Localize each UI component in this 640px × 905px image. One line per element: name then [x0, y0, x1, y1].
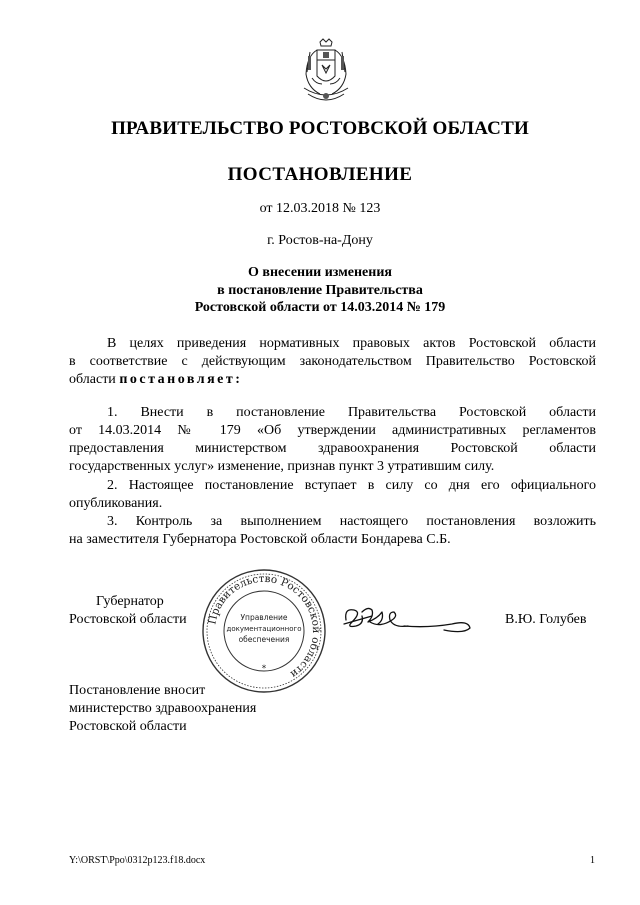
- item-line: от 14.03.2014 № 179 «Об утверждении административных регламентов: [69, 423, 596, 438]
- item-line: опубликования.: [69, 496, 163, 511]
- item-line: 3. Контроль за выполнением настоящего постановления возложить: [107, 514, 596, 529]
- document-date-number: от 12.03.2018 № 123: [259, 201, 381, 216]
- coat-of-arms-icon: [298, 38, 354, 108]
- document-city: г. Ростов-на-Дону: [267, 233, 373, 248]
- item-line: 2. Настоящее постановление вступает в силу со дня его официального: [107, 478, 596, 493]
- governor-title: Губернатор: [96, 594, 164, 609]
- seal-star: *: [261, 664, 267, 674]
- page-number: 1: [590, 855, 595, 866]
- footer-file-path: Y:\ORST\Ppo\0312p123.f18.docx: [69, 855, 206, 866]
- governor-signature: [338, 598, 478, 640]
- governor-region: Ростовской области: [69, 612, 187, 627]
- item-line: предоставления министерством здравоохранения Ростовской области: [69, 441, 596, 456]
- preamble-paragraph: [69, 335, 596, 389]
- subject-line: О внесении изменения: [248, 265, 392, 280]
- note-line: Постановление вносит: [69, 683, 206, 698]
- preamble-line: В целях приведения нормативных правовых актов Ростовской области: [107, 336, 596, 351]
- seal-center-line: Управление: [240, 613, 288, 622]
- item-paragraph-2: [69, 477, 596, 513]
- official-seal: [200, 567, 328, 695]
- item-line: государственных услуг» изменение, признав пункт 3 утратившим силу.: [69, 459, 495, 474]
- subject-line: в постановление Правительства: [217, 283, 423, 298]
- item-line: на заместителя Губернатора Ростовской области Бондарева С.Б.: [69, 532, 451, 547]
- decree-word: постановляет:: [119, 372, 243, 387]
- preamble-line-prefix: области: [69, 372, 120, 387]
- subject-line: Ростовской области от 14.03.2014 № 179: [194, 300, 446, 315]
- seal-center-line: обеспечения: [238, 635, 290, 644]
- note-line: министерство здравоохранения: [69, 701, 257, 716]
- note-line: Ростовской области: [69, 719, 187, 734]
- governor-name: В.Ю. Голубев: [505, 612, 587, 627]
- item-paragraph-1: [69, 404, 596, 476]
- item-paragraph-3: [69, 513, 596, 549]
- item-line: 1. Внести в постановление Правительства Ростовской области: [107, 405, 596, 420]
- document-type: ПОСТАНОВЛЕНИЕ: [227, 164, 413, 185]
- organization-title: ПРАВИТЕЛЬСТВО РОСТОВСКОЙ ОБЛАСТИ: [111, 118, 529, 139]
- preamble-line: [69, 371, 596, 389]
- seal-center-line: документационного: [226, 625, 302, 633]
- seal-ring-text: Правительство Ростовской области: [206, 572, 323, 681]
- preamble-line: в соответствие с действующим законодательством Правительство Ростовской: [69, 354, 596, 369]
